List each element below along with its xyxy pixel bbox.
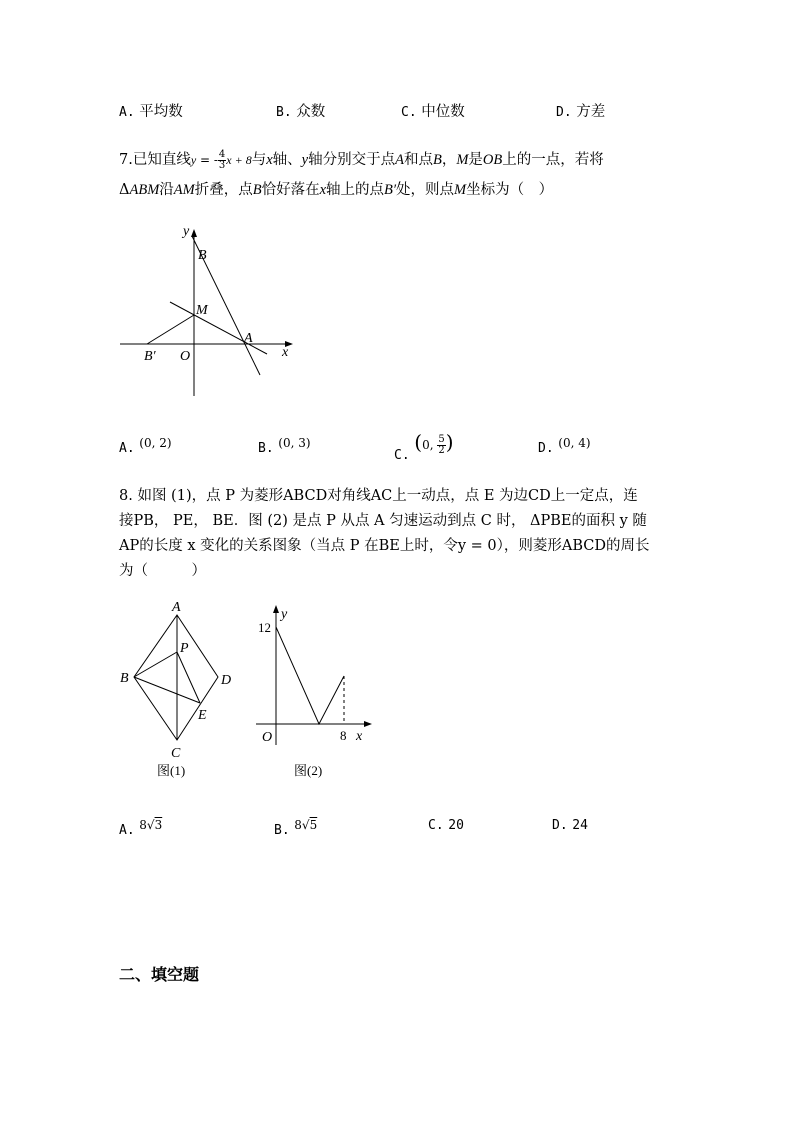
option-label: A. <box>119 823 135 838</box>
x-axis-arrow <box>364 721 372 727</box>
option-label: D. <box>552 818 568 833</box>
label-a: A <box>244 331 253 346</box>
option-text: 众数 <box>296 104 326 120</box>
paren-right: ) <box>445 430 454 454</box>
stem-text: 与 <box>251 152 267 168</box>
line-bprime-m <box>147 315 194 344</box>
q8-stem-line2: 接PB， PE， BE．图 (2) 是点 P 从点 A 匀速运动到点 C 时， ΔPBE的面积 y 随 <box>119 513 647 529</box>
q7-stem-line1 <box>119 148 604 173</box>
q8-figure-2 <box>250 600 380 780</box>
option-fraction <box>437 435 445 456</box>
var: x <box>319 182 327 198</box>
q6-option-d <box>556 100 605 121</box>
option-label: D. <box>538 441 554 456</box>
option-coef: 8 <box>139 818 147 832</box>
fraction-denominator: 2 <box>438 444 445 456</box>
option-text: 方差 <box>576 104 606 120</box>
label-x: x <box>356 729 363 744</box>
q8-figure-1 <box>112 595 242 780</box>
q8-stem-line3: AP的长度 x 变化的关系图象（当点 P 在BE上时，令y = 0），则菱形ABCD的周长 <box>119 538 650 554</box>
q8-option-a <box>119 817 163 838</box>
option-label: C. <box>428 818 444 833</box>
label-o: O <box>262 730 273 745</box>
q7-figure <box>112 218 312 403</box>
label-e: E <box>198 708 207 723</box>
q8-option-c <box>428 817 464 833</box>
q8-stem-line4: 为（ ） <box>119 563 206 579</box>
question-number: 7. <box>119 152 133 168</box>
label-12: 12 <box>258 620 271 635</box>
label-p: P <box>180 641 189 656</box>
label-b: B <box>120 671 129 686</box>
caption-fig2: 图(2) <box>294 763 323 778</box>
option-label: B. <box>274 823 290 838</box>
option-label: A. <box>119 105 135 120</box>
q7-option-d <box>538 436 591 456</box>
option-text: 平均数 <box>139 104 183 120</box>
stem-text: 轴上的点 <box>326 182 385 198</box>
y-axis-arrow <box>191 229 197 237</box>
radical-sign: √ <box>301 818 310 832</box>
stem-text: 上的一点，若将 <box>502 152 604 168</box>
option-text: (0, 4) <box>558 436 591 450</box>
option-coef: 8 <box>294 818 302 832</box>
stem-text: 和点 <box>403 152 433 168</box>
q6-option-c <box>401 100 465 121</box>
var: M <box>456 152 469 168</box>
var: y <box>301 152 309 168</box>
option-label: B. <box>258 441 274 456</box>
label-x: x <box>282 345 289 360</box>
stem-text: 已知直线 <box>132 152 191 168</box>
label-bprime: B′ <box>144 349 156 364</box>
var: B′ <box>384 182 397 198</box>
var: x <box>266 152 273 168</box>
var: B <box>432 152 442 168</box>
q7-option-b <box>258 436 311 456</box>
graph-polyline <box>276 627 344 724</box>
var: OB <box>482 152 503 168</box>
segment-pb <box>134 652 177 677</box>
option-text: 24 <box>572 818 588 833</box>
label-m: M <box>196 303 208 318</box>
label-a: A <box>172 600 181 615</box>
option-label: A. <box>119 441 135 456</box>
question-number: 8. <box>119 488 133 504</box>
option-text: 中位数 <box>421 104 465 120</box>
option-label: D. <box>556 105 572 120</box>
var: A <box>395 152 404 168</box>
q7-stem-line2 <box>119 178 553 203</box>
label-b: B <box>198 248 207 263</box>
q7-option-c <box>394 430 454 463</box>
stem-text: 折叠，点 <box>194 182 253 198</box>
radical-sign: √ <box>146 818 155 832</box>
radicand: 3 <box>154 818 163 832</box>
q8-option-b <box>274 817 318 838</box>
stem-text: ， <box>441 152 457 168</box>
var: ABM <box>129 182 160 198</box>
stem-text: 轴分别交于点 <box>308 152 396 168</box>
var: M <box>454 182 467 198</box>
q8-option-d <box>552 817 588 833</box>
q8-stem-line1 <box>119 484 638 509</box>
fraction-denominator: 3 <box>218 159 226 171</box>
var: B <box>252 182 262 198</box>
line-am-extended <box>170 302 267 354</box>
stem-text: 沿 <box>159 182 174 198</box>
option-text: 0, <box>422 438 438 452</box>
section-title: 二、填空题 <box>119 965 200 984</box>
option-text: (0, 2) <box>139 436 172 450</box>
equation-rest: x + 8 <box>226 153 252 167</box>
radicand: 5 <box>309 818 318 832</box>
label-c: C <box>171 746 181 761</box>
stem-text: 轴、 <box>272 152 302 168</box>
stem-text: 是 <box>468 152 483 168</box>
y-axis-arrow <box>273 605 279 613</box>
fraction-numerator: 5 <box>438 433 445 445</box>
var: AM <box>173 182 195 198</box>
stem-text: 坐标为（ ） <box>466 182 554 198</box>
option-text: 20 <box>448 818 464 833</box>
equation-var: y <box>190 153 197 167</box>
label-d: D <box>221 673 232 688</box>
paren-left: ( <box>414 430 423 454</box>
label-y: y <box>183 224 190 239</box>
caption-fig1: 图(1) <box>157 763 186 778</box>
label-o: O <box>180 349 191 364</box>
equation-op: = - <box>196 153 218 167</box>
stem-text: 恰好落在 <box>261 182 320 198</box>
fraction-numerator: 4 <box>218 148 226 160</box>
option-label: C. <box>394 448 410 463</box>
label-y: y <box>281 607 288 622</box>
label-8: 8 <box>340 728 347 743</box>
stem-text: 如图 (1)，点 P 为菱形ABCD对角线AC上一动点，点 E 为边CD上一定点，连 <box>137 488 638 504</box>
delta-symbol: Δ <box>119 182 130 198</box>
option-label: B. <box>276 105 292 120</box>
option-text: (0, 3) <box>278 436 311 450</box>
option-label: C. <box>401 105 417 120</box>
q6-option-b <box>276 100 325 121</box>
q6-option-a <box>119 100 183 121</box>
stem-text: 处，则点 <box>396 182 455 198</box>
q7-option-a <box>119 436 172 456</box>
